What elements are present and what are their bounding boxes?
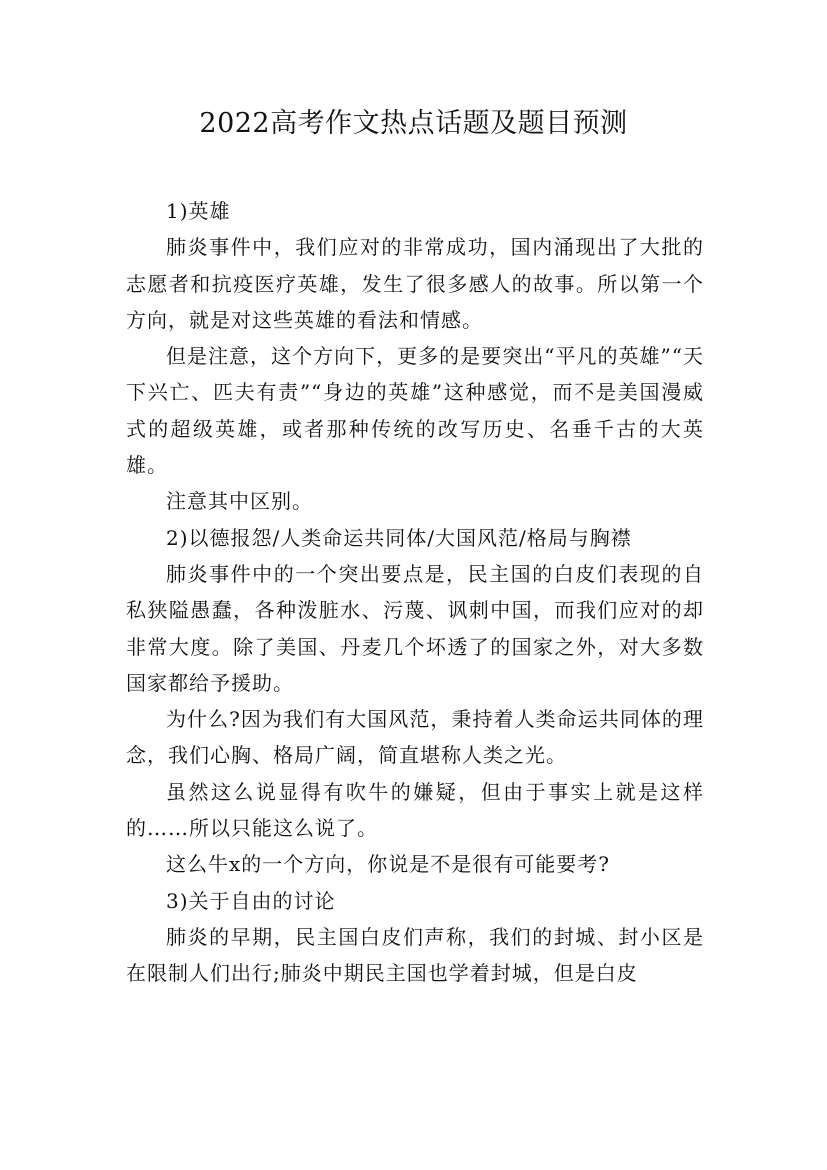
document-body [126, 193, 704, 992]
paragraph: 肺炎事件中，我们应对的非常成功，国内涌现出了大批的志愿者和抗疫医疗英雄，发生了很多感人的故事。所以第一个方向，就是对这些英雄的看法和情感。 [126, 235, 704, 332]
paragraph: 肺炎的早期，民主国白皮们声称，我们的封城、封小区是在限制人们出行;肺炎中期民主国也学着封城，但是白皮 [126, 924, 704, 986]
heading-great-power: 2)以德报怨/人类命运共同体/大国风范/格局与胸襟 [166, 525, 632, 550]
paragraph: 肺炎事件中的一个突出要点是，民主国的白皮们表现的自私狭隘愚蠢，各种泼脏水、污蔑、讽刺中国，而我们应对的却非常大度。除了美国、丹麦几个坏透了的国家之外，对大多数国家都给予援助。 [126, 561, 704, 695]
paragraph: 注意其中区别。 [166, 489, 313, 514]
heading-hero: 1)英雄 [166, 199, 231, 223]
document-title: 2022高考作文热点话题及题目预测 [199, 108, 628, 139]
heading-freedom: 3)关于自由的讨论 [166, 888, 336, 913]
paragraph: 为什么?因为我们有大国风范，秉持着人类命运共同体的理念，我们心胸、格局广阔，简直堪称人类之光。 [126, 707, 704, 768]
paragraph: 但是注意，这个方向下，更多的是要突出“平凡的英雄”“天下兴亡、匹夫有责”“身边的英雄”这种感觉，而不是美国漫威式的超级英雄，或者那种传统的改写历史、名垂千古的大英雄。 [126, 344, 704, 478]
paragraph: 虽然这么说显得有吹牛的嫌疑，但由于事实上就是这样的……所以只能这么说了。 [126, 779, 704, 841]
paragraph: 这么牛x的一个方向，你说是不是很有可能要考? [166, 852, 611, 877]
